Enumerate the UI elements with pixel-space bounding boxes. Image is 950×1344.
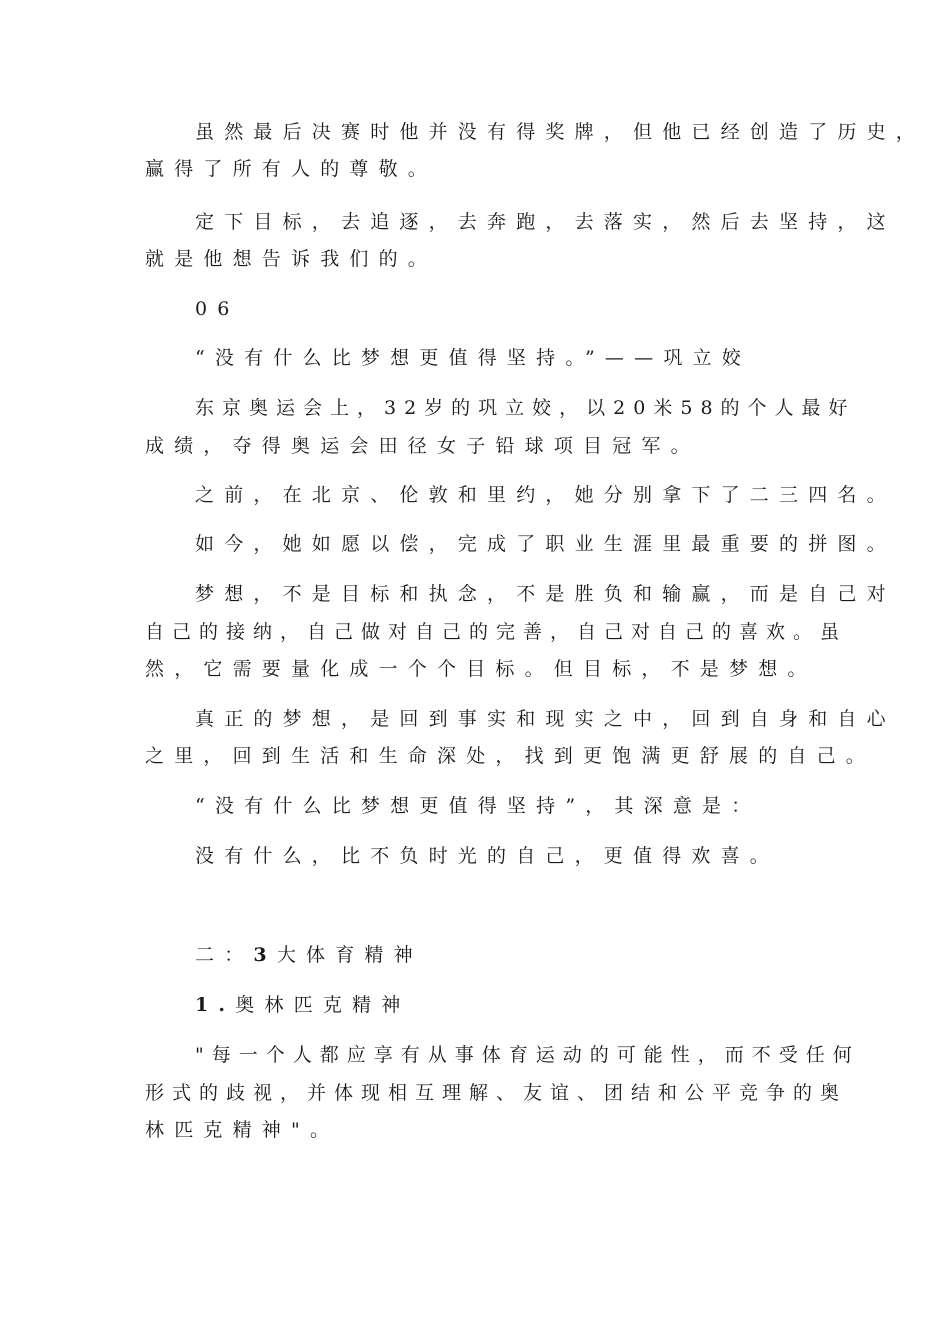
heading-text: 大体育精神 [276,944,423,966]
paragraph-line: 自己的接纳，自己做对自己的完善，自己对自己的喜欢。虽 [145,621,848,643]
paragraph-line: 定下目标，去追逐，去奔跑，去落实，然后去坚持，这 [195,211,896,233]
paragraph-line: 东京奥运会上，32岁的巩立姣，以20米58的个人最好 [195,397,856,419]
paragraph-line: "每一个人都应享有从事体育运动的可能性，而不受任何 [195,1044,860,1066]
paragraph-line: 如今，她如愿以偿，完成了职业生涯里最重要的拼图。 [195,533,896,555]
paragraph-line: 之里，回到生活和生命深处，找到更饱满更舒展的自己。 [145,745,876,767]
paragraph-line: 赢得了所有人的尊敬。 [145,158,438,180]
subheading-text: 奥林匹克精神 [235,994,411,1016]
paragraph-line: 然，它需要量化成一个个目标。但目标，不是梦想。 [145,658,817,680]
paragraph-line: 梦想，不是目标和执念，不是胜负和输赢，而是自己对 [195,583,896,605]
section-heading [195,943,815,967]
section-number: 06 [195,298,240,320]
heading-number: 3 [253,944,277,966]
paragraph-line: 形式的歧视，并体现相互理解、友谊、团结和公平竞争的奥 [145,1082,848,1104]
paragraph-line: 真正的梦想，是回到事实和现实之中，回到自身和自心 [195,708,896,730]
paragraph-line: “没有什么比梦想更值得坚持”，其深意是： [195,795,761,817]
subsection-heading [195,993,815,1017]
quote-heading: “没有什么比梦想更值得坚持。”——巩立姣 [195,347,751,369]
paragraph-line: 没有什么，比不负时光的自己，更值得欢喜。 [195,845,780,867]
paragraph-line: 虽然最后决赛时他并没有得奖牌，但他已经创造了历史， [195,121,926,143]
subheading-number: 1. [195,994,236,1016]
paragraph-line: 成绩，夺得奥运会田径女子铅球项目冠军。 [145,435,700,457]
paragraph-line: 就是他想告诉我们的。 [145,248,438,270]
paragraph-line: 林匹克精神"。 [145,1119,340,1141]
heading-prefix: 二： [195,944,254,966]
paragraph-line: 之前，在北京、伦敦和里约，她分别拿下了二三四名。 [195,484,896,506]
